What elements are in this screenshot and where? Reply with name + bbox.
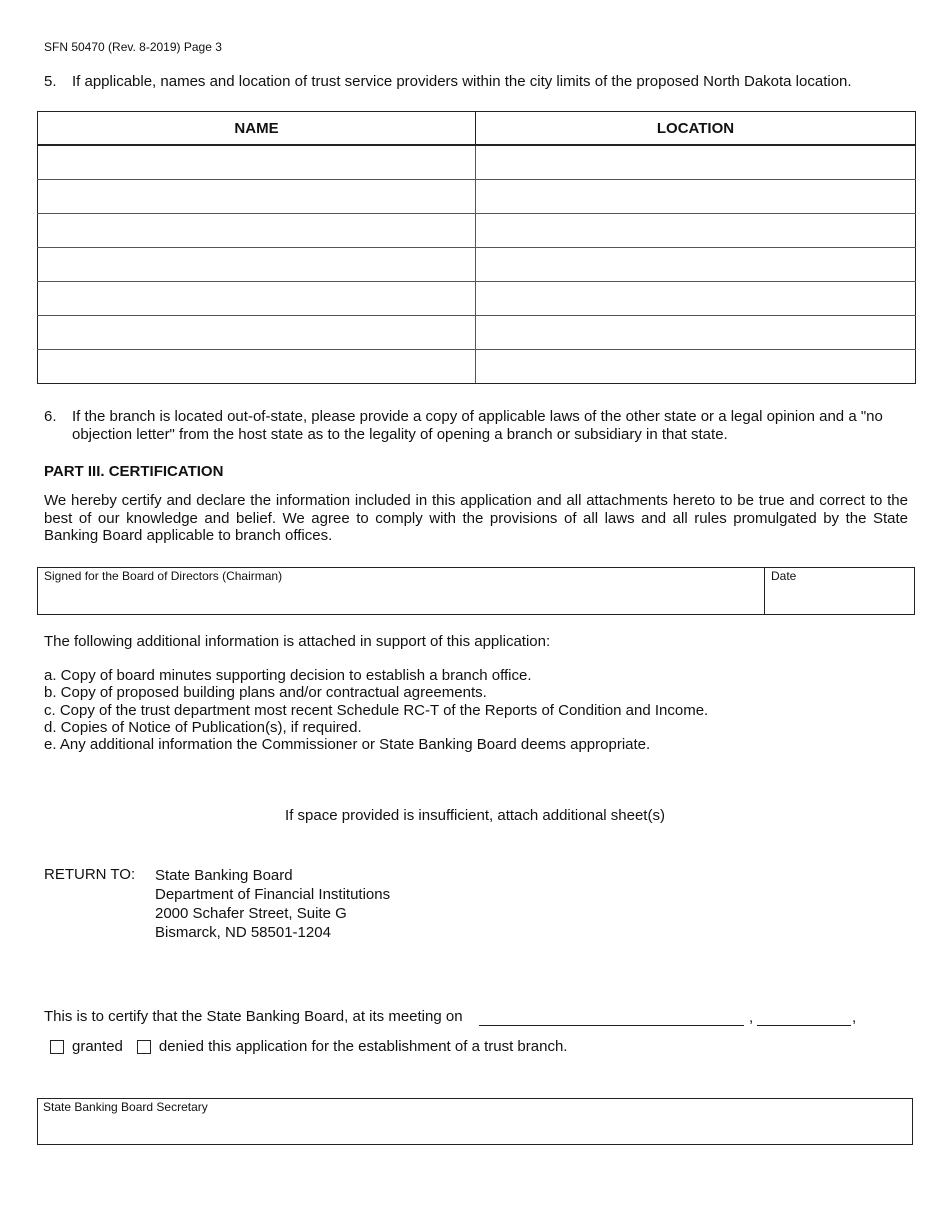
table-row — [38, 248, 916, 282]
list-item: d. Copies of Notice of Publication(s), if required. — [44, 718, 362, 736]
location-cell[interactable] — [476, 214, 916, 248]
insufficient-space-note: If space provided is insufficient, attach additional sheet(s) — [285, 807, 665, 824]
chairman-signature-field[interactable] — [38, 568, 765, 614]
location-cell[interactable] — [476, 145, 916, 180]
question-5-number: 5. — [44, 73, 57, 90]
address-line: Bismarck, ND 58501-1204 — [155, 924, 331, 941]
table-header-row — [38, 112, 916, 146]
decision-options — [50, 1038, 567, 1055]
form-header: SFN 50470 (Rev. 8-2019) Page 3 — [44, 40, 222, 54]
address-line: Department of Financial Institutions — [155, 886, 391, 903]
location-cell[interactable] — [476, 316, 916, 350]
column-header-location: LOCATION — [476, 112, 916, 146]
signature-date-field[interactable] — [765, 568, 914, 614]
question-6-line-2: objection letter" from the host state as to the legality of opening a branch or subsidiary in that state. — [72, 426, 728, 443]
secretary-signature-label: State Banking Board Secretary — [43, 1100, 208, 1114]
address-line: State Banking Board — [155, 867, 293, 884]
question-5-text: If applicable, names and location of trust service providers within the city limits of the proposed North Dakota location. — [72, 73, 852, 90]
list-item: a. Copy of board minutes supporting decision to establish a branch office. — [44, 667, 532, 684]
table-row — [38, 316, 916, 350]
name-cell[interactable] — [38, 350, 476, 384]
return-address — [155, 866, 390, 942]
question-5 — [0, 73, 950, 93]
year-field[interactable] — [757, 1011, 851, 1026]
list-item: b. Copy of proposed building plans and/or contractual agreements. — [44, 684, 487, 702]
providers-table — [37, 111, 916, 384]
attachments-list — [44, 667, 708, 753]
attachments-intro: The following additional information is attached in support of this application: — [44, 633, 551, 650]
table-row — [38, 282, 916, 316]
comma: , — [749, 1009, 754, 1026]
denied-label: denied this application for the establishment of a trust branch. — [158, 1038, 568, 1055]
granted-label: granted — [72, 1038, 123, 1055]
list-item: c. Copy of the trust department most recent Schedule RC-T of the Reports of Condition and Income. — [44, 701, 709, 719]
part-3-heading: PART III. CERTIFICATION — [44, 463, 224, 480]
name-cell[interactable] — [38, 180, 476, 214]
secretary-signature-field[interactable] — [37, 1098, 913, 1145]
granted-checkbox[interactable] — [50, 1040, 64, 1054]
location-cell[interactable] — [476, 350, 916, 384]
table-row — [38, 180, 916, 214]
table-row — [38, 145, 916, 180]
signature-box — [37, 567, 915, 615]
list-item: e. Any additional information the Commissioner or State Banking Board deems appropriate. — [44, 736, 651, 754]
certification-statement: We hereby certify and declare the information included in this application and all attachments hereto to be true and correct to the best of our knowledge and belief. We agree to comply with the provisions of all laws and all rules promulgated by the State Banking Board applicable to branch offices. — [44, 492, 908, 544]
question-6-number: 6. — [44, 408, 57, 425]
table-row — [38, 350, 916, 384]
address-line: 2000 Schafer Street, Suite G — [155, 905, 347, 922]
name-cell[interactable] — [38, 316, 476, 350]
question-6 — [0, 408, 950, 448]
comma: , — [852, 1009, 857, 1026]
location-cell[interactable] — [476, 248, 916, 282]
name-cell[interactable] — [38, 248, 476, 282]
column-header-name: NAME — [38, 112, 476, 146]
board-certify-text: This is to certify that the State Banking Board, at its meeting on — [44, 1008, 463, 1025]
chairman-signature-label: Signed for the Board of Directors (Chairman) — [44, 569, 283, 583]
signature-date-label: Date — [771, 569, 797, 583]
denied-checkbox[interactable] — [137, 1040, 151, 1054]
name-cell[interactable] — [38, 145, 476, 180]
location-cell[interactable] — [476, 282, 916, 316]
table-row — [38, 214, 916, 248]
question-6-line-1: If the branch is located out-of-state, please provide a copy of applicable laws of the other state or a legal opinion and a "no — [72, 408, 883, 425]
name-cell[interactable] — [38, 214, 476, 248]
name-cell[interactable] — [38, 282, 476, 316]
return-to-label: RETURN TO: — [44, 866, 136, 883]
meeting-date-field[interactable] — [479, 1011, 744, 1026]
location-cell[interactable] — [476, 180, 916, 214]
